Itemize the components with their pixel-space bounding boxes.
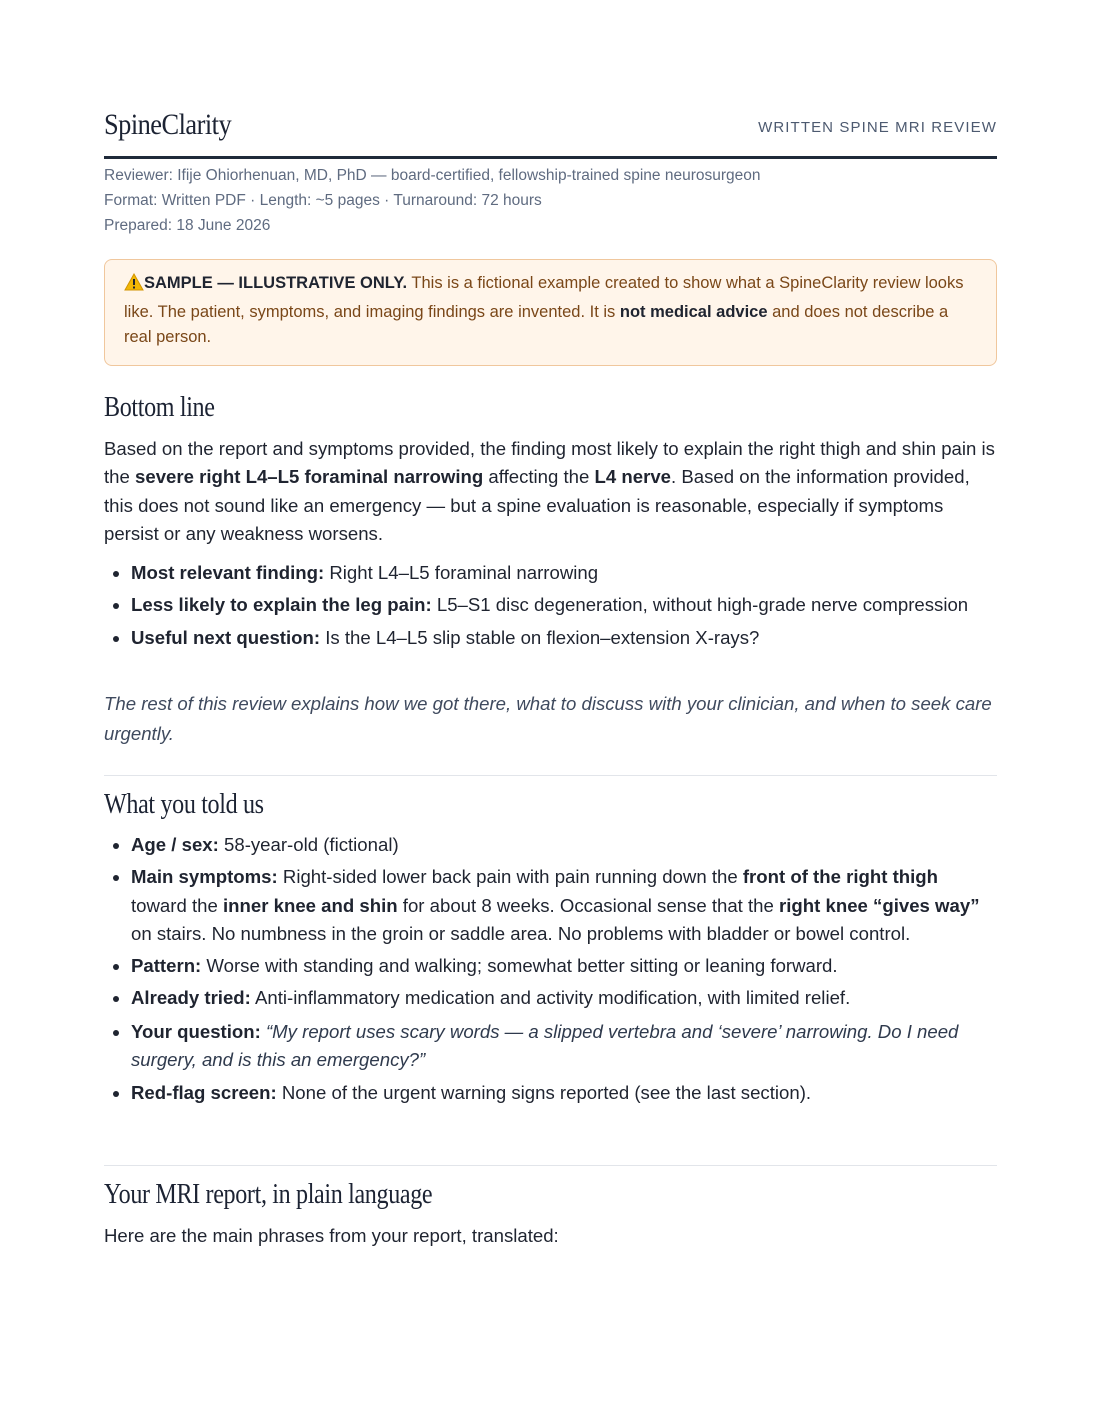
bottom-line-text-1: Based on the report and symptoms provided, the finding most likely to explain the right thigh and shin pain is the <box>104 438 995 488</box>
header <box>104 104 997 159</box>
list-item-bold: front of the right thigh <box>742 866 939 888</box>
reviewer-line: Reviewer: Ifije Ohiorhenuan, MD, PhD — board-certified, fellowship-trained spine neurosurgeon <box>104 167 761 184</box>
list-item-bold: right knee “gives way” <box>779 894 980 916</box>
bottom-line-closing: The rest of this review explains how we got there, what to discuss with your clinician, and when to seek care urgently. <box>104 693 992 744</box>
told-us-list <box>104 831 997 1108</box>
list-item <box>131 1079 997 1107</box>
list-item <box>131 984 997 1012</box>
list-item <box>131 831 997 859</box>
bottom-line-bold-1: severe right L4–L5 foraminal narrowing <box>135 466 484 488</box>
sample-notice <box>104 259 997 366</box>
section-heading-mri-report: Your MRI report, in plain language <box>104 1179 433 1210</box>
list-item <box>131 1018 997 1075</box>
notice-lead: SAMPLE — ILLUSTRATIVE ONLY. <box>144 274 408 292</box>
list-item-label: Most relevant finding: <box>131 562 325 583</box>
section-heading-bottom-line: Bottom line <box>104 392 215 423</box>
list-item-label: Pattern: <box>131 955 202 977</box>
logo: SpineClarity <box>104 108 232 141</box>
list-item-text: Is the L4–L5 slip stable on flexion–extension X-rays? <box>320 626 760 648</box>
bottom-line-bold-2: L4 nerve <box>594 466 672 488</box>
list-item <box>131 863 997 948</box>
list-item-label: Red-flag screen: <box>131 1082 277 1104</box>
list-item <box>131 559 997 587</box>
list-item-text: None of the urgent warning signs reported (see the last section). <box>276 1082 812 1104</box>
section-heading-what-you-told-us: What you told us <box>104 789 264 820</box>
bottom-line-text-3: . Based on the information provided, this does not sound like an emergency — but a spine evaluation is reasonable, especially if symptoms persist or any weakness worsens. <box>104 466 970 544</box>
section-divider <box>104 775 997 776</box>
notice-emphasis: not medical advice <box>619 302 768 321</box>
list-item-text: toward the <box>131 894 223 916</box>
list-item <box>131 952 997 980</box>
section-divider <box>104 1165 997 1166</box>
patient-question-quote: “My report uses scary words — a slipped vertebra and ‘severe’ narrowing. Do I need surgery, and is this an emergency?” <box>131 1020 959 1071</box>
list-item-text: on stairs. No numbness in the groin or saddle area. No problems with bladder or bowel control. <box>131 922 911 944</box>
list-item-label: Your question: <box>131 1020 261 1042</box>
list-item <box>131 591 997 619</box>
list-item <box>131 624 997 652</box>
bottom-line-text-2: affecting the <box>483 466 595 488</box>
bottom-line-paragraph <box>104 435 997 548</box>
notice-text-2: and does not describe a real person. <box>124 302 949 346</box>
list-item-text: 58-year-old (fictional) <box>218 834 399 855</box>
list-item-text: Anti-inflammatory medication and activity modification, with limited relief. <box>250 987 851 1009</box>
list-item-label: Age / sex: <box>131 834 219 855</box>
prepared-line: Prepared: 18 June 2026 <box>104 217 271 234</box>
notice-text-1: This is a fictional example created to show what a SpineClarity review looks like. The patient, symptoms, and imaging findings are invented. It is <box>124 274 964 321</box>
list-item-label: Already tried: <box>131 987 251 1009</box>
list-item-text: Right L4–L5 foraminal narrowing <box>324 562 599 583</box>
format-line: Format: Written PDF · Length: ~5 pages · Turnaround: 72 hours <box>104 192 542 209</box>
list-item-label: Useful next question: <box>131 626 321 648</box>
list-item-bold: inner knee and shin <box>223 894 398 916</box>
list-item-label: Less likely to explain the leg pain: <box>131 594 432 616</box>
list-item-text: for about 8 weeks. Occasional sense that the <box>397 894 780 916</box>
meta-info <box>104 166 761 241</box>
list-item-text: L5–S1 disc degeneration, without high-grade nerve compression <box>431 594 969 616</box>
list-item-label: Main symptoms: <box>131 866 278 888</box>
document-type-label: WRITTEN SPINE MRI REVIEW <box>758 119 997 136</box>
bottom-line-list <box>104 559 997 652</box>
list-item-text: Right-sided lower back pain with pain running down the <box>277 866 743 888</box>
warning-icon <box>124 273 144 300</box>
mri-intro: Here are the main phrases from your report, translated: <box>104 1225 559 1246</box>
list-item-text: Worse with standing and walking; somewhat better sitting or leaning forward. <box>201 955 838 977</box>
